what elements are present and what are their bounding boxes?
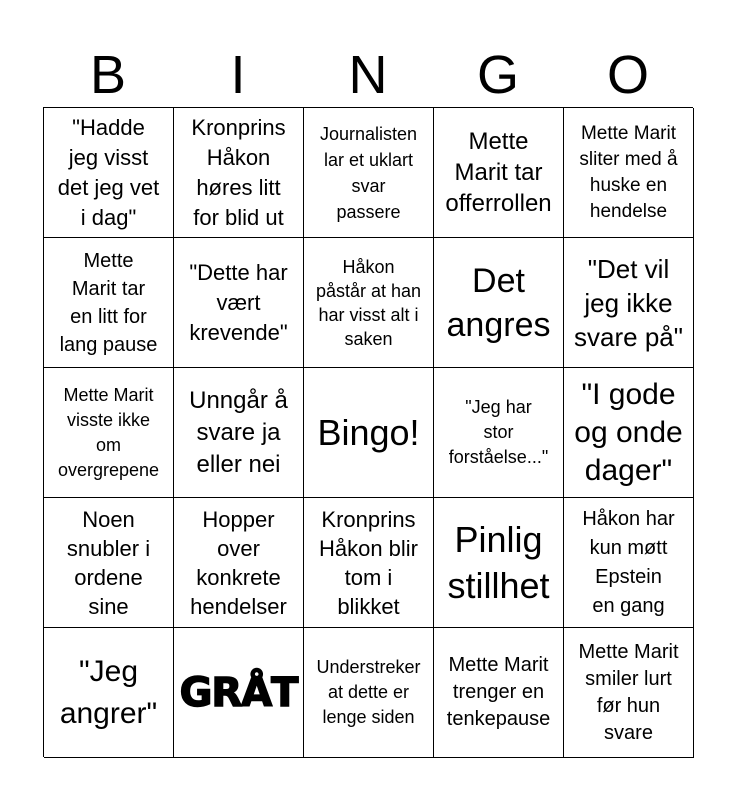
bingo-cell[interactable] bbox=[44, 368, 174, 498]
bingo-cell[interactable] bbox=[304, 498, 434, 628]
bingo-cell[interactable] bbox=[564, 498, 694, 628]
cell-text: Mette Marit tar en litt for lang pause bbox=[59, 249, 158, 356]
cell-text: Pinlig stillhet bbox=[447, 518, 550, 606]
cell-text: GRÅT bbox=[179, 669, 298, 716]
bingo-board bbox=[43, 107, 693, 757]
cell-text: Hopper over konkrete hendelser bbox=[190, 506, 287, 619]
bingo-cell[interactable] bbox=[174, 238, 304, 368]
bingo-cell[interactable] bbox=[564, 628, 694, 758]
cell-text: "Hadde jeg visst det jeg vet i dag" bbox=[57, 114, 160, 230]
bingo-cell[interactable] bbox=[434, 368, 564, 498]
bingo-cell[interactable] bbox=[304, 108, 434, 238]
bingo-cell[interactable] bbox=[44, 628, 174, 758]
cell-text: "I gode og onde dager" bbox=[574, 377, 683, 487]
cell-text: "Det vil jeg ikke svare på" bbox=[574, 253, 683, 352]
cell-text: Mette Marit smiler lurt før hun svare bbox=[578, 640, 679, 744]
cell-text: Kronprins Håkon blir tom i blikket bbox=[318, 506, 419, 619]
bingo-cell[interactable] bbox=[564, 368, 694, 498]
bingo-cell[interactable] bbox=[564, 108, 694, 238]
cell-text: Unngår å svare ja eller nei bbox=[189, 386, 288, 478]
cell-text: Understreker at dette er lenge siden bbox=[316, 657, 421, 727]
header-letter-i: I bbox=[230, 45, 246, 105]
bingo-cell[interactable] bbox=[44, 108, 174, 238]
bingo-cell[interactable] bbox=[304, 238, 434, 368]
cell-text: Noen snubler i ordene sine bbox=[66, 506, 151, 619]
bingo-cell[interactable] bbox=[434, 108, 564, 238]
header-letter-o: O bbox=[606, 45, 649, 105]
cell-text: Bingo! bbox=[317, 411, 420, 453]
bingo-cell[interactable] bbox=[44, 238, 174, 368]
cell-text: "Jeg angrer" bbox=[59, 654, 158, 730]
bingo-cell[interactable] bbox=[174, 628, 304, 758]
header-letter-b: B bbox=[89, 45, 127, 105]
bingo-cell[interactable] bbox=[434, 498, 564, 628]
cell-text: "Jeg har stor forståelse..." bbox=[448, 397, 549, 467]
cell-text: Det angres bbox=[446, 261, 551, 344]
cell-text: Mette Marit sliter med å huske en hendelse bbox=[579, 122, 678, 222]
bingo-cell[interactable] bbox=[304, 368, 434, 498]
cell-text: Mette Marit trenger en tenkepause bbox=[446, 654, 551, 730]
bingo-cell[interactable] bbox=[174, 108, 304, 238]
cell-text: Mette Marit tar offerrollen bbox=[445, 128, 552, 217]
bingo-header bbox=[43, 44, 693, 106]
cell-text: Håkon har kun møtt Epstein en gang bbox=[582, 507, 675, 617]
bingo-cell[interactable] bbox=[174, 368, 304, 498]
header-letter-g: G bbox=[476, 45, 519, 105]
cell-text: Mette Marit visste ikke om overgrepene bbox=[57, 384, 160, 480]
cell-text: Journalisten lar et uklart svar passere bbox=[319, 123, 418, 222]
bingo-cell[interactable] bbox=[434, 238, 564, 368]
cell-text: Kronprins Håkon høres litt for blid ut bbox=[191, 114, 286, 230]
bingo-cell[interactable] bbox=[174, 498, 304, 628]
header-letter-n: N bbox=[348, 45, 388, 105]
cell-text: Håkon påstår at han har visst alt i saken bbox=[315, 256, 422, 349]
bingo-cell[interactable] bbox=[434, 628, 564, 758]
bingo-cell[interactable] bbox=[564, 238, 694, 368]
cell-text: "Dette har vært krevende" bbox=[189, 259, 288, 345]
bingo-cell[interactable] bbox=[304, 628, 434, 758]
bingo-cell[interactable] bbox=[44, 498, 174, 628]
